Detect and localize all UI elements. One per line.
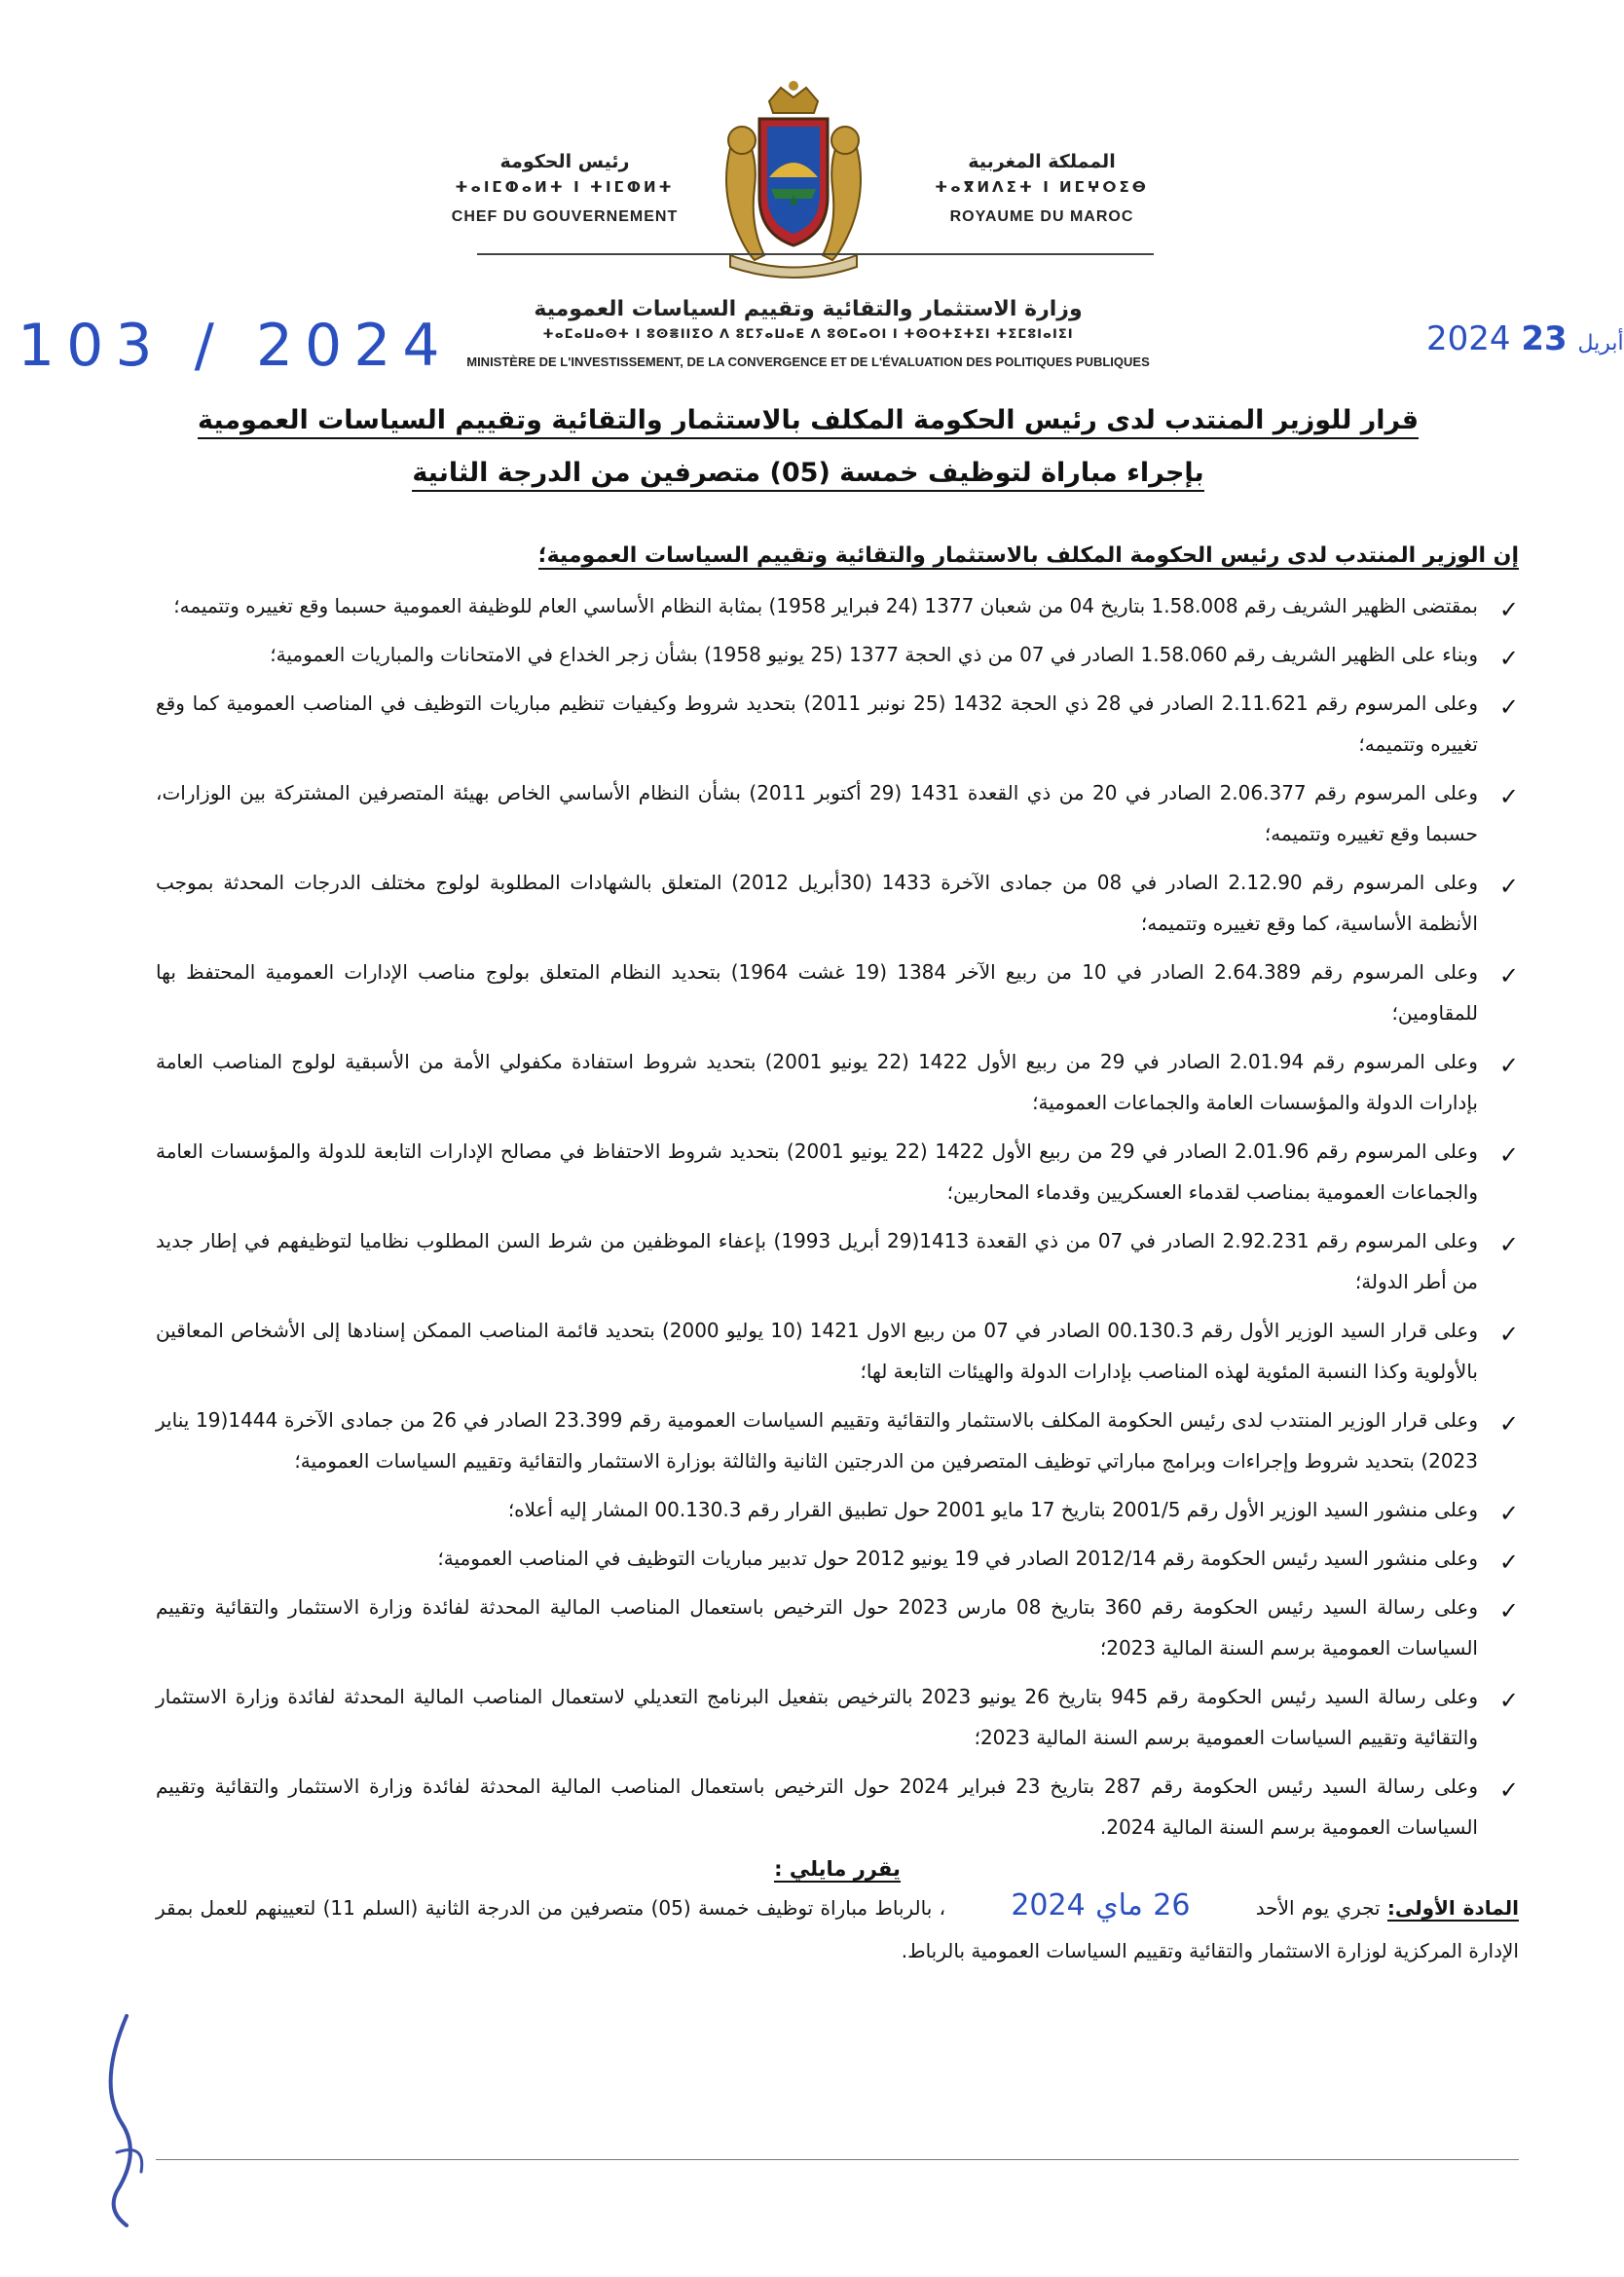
consideration-text: وعلى منشور السيد الوزير الأول رقم 2001/5 بتاريخ 17 مايو 2001 حول تطبيق القرار رقم 00.130.3 المشار إليه أعلاه؛ bbox=[507, 1498, 1478, 1521]
article-1-label: المادة الأولى: bbox=[1386, 1896, 1520, 1920]
consideration-text: بمقتضى الظهير الشريف رقم 1.58.008 بتاريخ 04 من شعبان 1377 (24 فبراير 1958) بمثابة النظام الأساسي العام للوظيفة العمومية حسبما وقع تغييره وتتميمه؛ bbox=[173, 594, 1478, 617]
document-body bbox=[156, 543, 1519, 1972]
checkmark-icon: ✓ bbox=[1498, 645, 1519, 672]
initial-signature bbox=[88, 2006, 175, 2230]
consideration-text: وعلى رسالة السيد رئيس الحكومة رقم 945 بتاريخ 26 يونيو 2023 بالترخيص بتفعيل البرنامج التعديلي لاستعمال المناصب المالية المحدثة لفائدة وزارة الاستثمار والتقائية وتقييم السياسات العمومية برسم السنة المالية 2023؛ bbox=[156, 1685, 1479, 1749]
checkmark-icon: ✓ bbox=[1498, 1549, 1519, 1576]
consideration-item bbox=[156, 1400, 1519, 1481]
consideration-item bbox=[156, 1489, 1519, 1530]
preamble: إن الوزير المنتدب لدى رئيس الحكومة المكلف بالاستثمار والتقائية وتقييم السياسات العمومية؛ bbox=[537, 543, 1519, 568]
emblem bbox=[711, 80, 876, 280]
consideration-text: وعلى المرسوم رقم 2.01.94 الصادر في 29 من ربيع الأول 1422 (22 يونيو 2001) بتحديد شروط استفادة مكفولي الأمة من الأسبقية لولوج المناصب العامة بإدارات الدولة والمؤسسات العامة والجماعات العمومية؛ bbox=[156, 1050, 1478, 1114]
consideration-item bbox=[156, 952, 1519, 1033]
consideration-item bbox=[156, 683, 1519, 765]
checkmark-icon: ✓ bbox=[1498, 1687, 1519, 1714]
ministry-arabic: وزارة الاستثمار والتقائية وتقييم السياسات العمومية bbox=[534, 297, 1083, 321]
consideration-text: وعلى المرسوم رقم 2.01.96 الصادر في 29 من ربيع الأول 1422 (22 يونيو 2001) بتحديد شروط الاحتفاظ في مصالح الإدارات التابعة للدولة والمؤسسات العامة والجماعات العمومية بمناصب لقدماء العسكريين وقدماء المحاربين؛ bbox=[156, 1139, 1478, 1204]
consideration-text: وعلى المرسوم رقم 2.12.90 الصادر في 08 من جمادى الآخرة 1433 (30أبريل 2012) المتعلق بالشهادات المطلوبة لولوج مختلف الدرجات المحدثة بموجب الأنظمة الأساسية، كما وقع تغييره وتتميمه؛ bbox=[156, 871, 1478, 935]
checkmark-icon: ✓ bbox=[1498, 1410, 1519, 1437]
signature-stroke-icon bbox=[88, 2006, 175, 2230]
consideration-text: وعلى المرسوم رقم 2.92.231 الصادر في 07 من ذي القعدة 1413(29 أبريل 1993) بإعفاء الموظفين من شرط السن المطلوب نظاميا لتوظيفهم في إطار جديد من أطر الدولة؛ bbox=[156, 1229, 1478, 1293]
checkmark-icon: ✓ bbox=[1498, 1231, 1519, 1258]
consideration-item bbox=[156, 1586, 1519, 1668]
decision-date-year: 2024 bbox=[1426, 319, 1511, 358]
kingdom-french: ROYAUME DU MAROC bbox=[949, 208, 1134, 225]
considerations-list bbox=[156, 585, 1519, 1848]
decision-date-day: 23 bbox=[1521, 319, 1568, 358]
consideration-text: وبناء على الظهير الشريف رقم 1.58.060 الصادر في 07 من ذي الحجة 1377 (25 يونيو 1958) بشأن زجر الخداع في الامتحانات والمباريات العمومية؛ bbox=[270, 643, 1478, 666]
checkmark-icon: ✓ bbox=[1498, 1141, 1519, 1169]
consideration-item bbox=[156, 1538, 1519, 1579]
decision-date-month: أبريل bbox=[1577, 331, 1624, 355]
consideration-text: وعلى المرسوم رقم 2.64.389 الصادر في 10 من ربيع الآخر 1384 (19 غشت 1964) بتحديد النظام المتعلق بولوج مناصب الإدارات العمومية المحتفظ بها للمقاومين؛ bbox=[156, 960, 1478, 1025]
article-1-text-after: ، بالرباط مباراة توظيف خمسة (05) متصرفين من الدرجة الثانية (السلم 11) لتعيينهم للعمل بمقر الإدارة المركزية لوزارة الاستثمار والتقائية وتقييم السياسات العمومية بالرباط. bbox=[156, 1896, 1519, 1962]
consideration-text: وعلى قرار الوزير المنتدب لدى رئيس الحكومة المكلف بالاستثمار والتقائية وتقييم السياسات العمومية رقم 23.399 الصادر في 26 من جمادى الآخرة 1444(19 يناير 2023) بتحديد شروط وإجراءات وبرامج مباراتي توظيف المتصرفين من الدرجتين الثانية والثالثة بوزارة الاستثمار والتقائية وتقييم السياسات العمومية؛ bbox=[156, 1408, 1478, 1473]
consideration-item bbox=[156, 772, 1519, 854]
consideration-item bbox=[156, 1310, 1519, 1392]
kingdom-arabic: المملكة المغربية bbox=[968, 151, 1116, 172]
checkmark-icon: ✓ bbox=[1498, 783, 1519, 810]
decision-heading: يقرر مايلي : bbox=[774, 1857, 901, 1881]
ministry-tifinagh: ⵜⴰⵎⴰⵡⴰⵙⵜ ⵏ ⵓⵙⴻⵏⵏⵉⵔ ⴷ ⵓⵎⵢⴰⵡⴰⴹ ⴷ ⵓⵙⵎⴰⵔⵏ ⵏ ⵜⵙⵔⵜⵉⵜⵉⵏ ⵜⵉⵎⵓⵏⴰⵏⵉⵏ bbox=[542, 327, 1074, 342]
consideration-item bbox=[156, 1131, 1519, 1213]
consideration-item bbox=[156, 634, 1519, 675]
decision-title-line1: قرار للوزير المنتدب لدى رئيس الحكومة المكلف بالاستثمار والتقائية وتقييم السياسات العمومية bbox=[195, 405, 1421, 435]
checkmark-icon: ✓ bbox=[1498, 1321, 1519, 1348]
kingdom-tifinagh: ⵜⴰⴳⵍⴷⵉⵜ ⵏ ⵍⵎⵖⵔⵉⴱ bbox=[935, 178, 1149, 196]
checkmark-icon: ✓ bbox=[1498, 596, 1519, 623]
header-divider bbox=[477, 253, 1154, 255]
checkmark-icon: ✓ bbox=[1498, 873, 1519, 900]
decision-date-stamp bbox=[1426, 319, 1624, 358]
consideration-text: وعلى منشور السيد رئيس الحكومة رقم 2012/14 الصادر في 19 يونيو 2012 حول تدبير مباريات التوظيف في المناصب العمومية؛ bbox=[437, 1547, 1478, 1570]
royal-emblem-icon bbox=[711, 80, 876, 280]
consideration-item bbox=[156, 1220, 1519, 1302]
article-1 bbox=[156, 1885, 1519, 1972]
checkmark-icon: ✓ bbox=[1498, 1052, 1519, 1079]
head-of-government-arabic: رئيس الحكومة bbox=[499, 151, 630, 172]
consideration-text: وعلى رسالة السيد رئيس الحكومة رقم 360 بتاريخ 08 مارس 2023 حول الترخيص باستعمال المناصب المالية المحدثة لفائدة وزارة الاستثمار والتقائية وتقييم السياسات العمومية برسم السنة المالية 2023؛ bbox=[156, 1595, 1479, 1660]
consideration-item bbox=[156, 1041, 1519, 1123]
footer-divider bbox=[156, 2159, 1519, 2160]
consideration-item bbox=[156, 1766, 1519, 1848]
consideration-item bbox=[156, 1676, 1519, 1758]
checkmark-icon: ✓ bbox=[1498, 1597, 1519, 1624]
head-of-government-tifinagh: ⵜⴰⵏⵎⵀⴰⵍⵜ ⵏ ⵜⵏⵎⵀⵍⵜ bbox=[455, 178, 675, 196]
checkmark-icon: ✓ bbox=[1498, 1500, 1519, 1527]
exam-date-handwritten: 26 ماي 2024 bbox=[1011, 1888, 1191, 1922]
ministry-french: MINISTÈRE DE L'INVESTISSEMENT, DE LA CONVERGENCE ET DE L'ÉVALUATION DES POLITIQUES PUBLIQUES bbox=[466, 355, 1150, 369]
consideration-text: وعلى رسالة السيد رئيس الحكومة رقم 287 بتاريخ 23 فبراير 2024 حول الترخيص باستعمال المناصب المالية المحدثة لفائدة وزارة الاستثمار والتقائية وتقييم السياسات العمومية برسم السنة المالية 2024. bbox=[156, 1774, 1478, 1839]
consideration-text: وعلى المرسوم رقم 2.11.621 الصادر في 28 ذي الحجة 1432 (25 نونبر 2011) بتحديد شروط وكيفيات تنظيم مباريات التوظيف في المناصب العمومية كما وقع تغييره وتتميمه؛ bbox=[156, 691, 1478, 756]
head-of-government-french: CHEF DU GOUVERNEMENT bbox=[451, 208, 679, 225]
checkmark-icon: ✓ bbox=[1498, 1776, 1519, 1804]
consideration-text: وعلى المرسوم رقم 2.06.377 الصادر في 20 من ذي القعدة 1431 (29 أكتوبر 2011) بشأن النظام الأساسي الخاص بهيئة المتصرفين المشتركة بين الوزارات، حسبما وقع تغييره وتتميمه؛ bbox=[156, 781, 1478, 845]
checkmark-icon: ✓ bbox=[1498, 693, 1519, 721]
consideration-item bbox=[156, 862, 1519, 944]
checkmark-icon: ✓ bbox=[1498, 962, 1519, 989]
decision-title-line2: بإجراء مباراة لتوظيف خمسة (05) متصرفين من الدرجة الثانية bbox=[195, 458, 1421, 488]
article-1-text-before: تجري يوم الأحد bbox=[1255, 1896, 1381, 1920]
consideration-text: وعلى قرار السيد الوزير الأول رقم 00.130.3 الصادر في 07 من ربيع الاول 1421 (10 يوليو 2000) بتحديد قائمة المناصب الممكن إسنادها إلى الأشخاص المعاقين بالأولوية وكذا النسبة المئوية لهذه المناصب بإدارات الدولة والهيئات التابعة لها؛ bbox=[156, 1319, 1478, 1383]
decision-number-stamp: 103 / 2024 bbox=[18, 312, 452, 380]
consideration-item bbox=[156, 585, 1519, 626]
